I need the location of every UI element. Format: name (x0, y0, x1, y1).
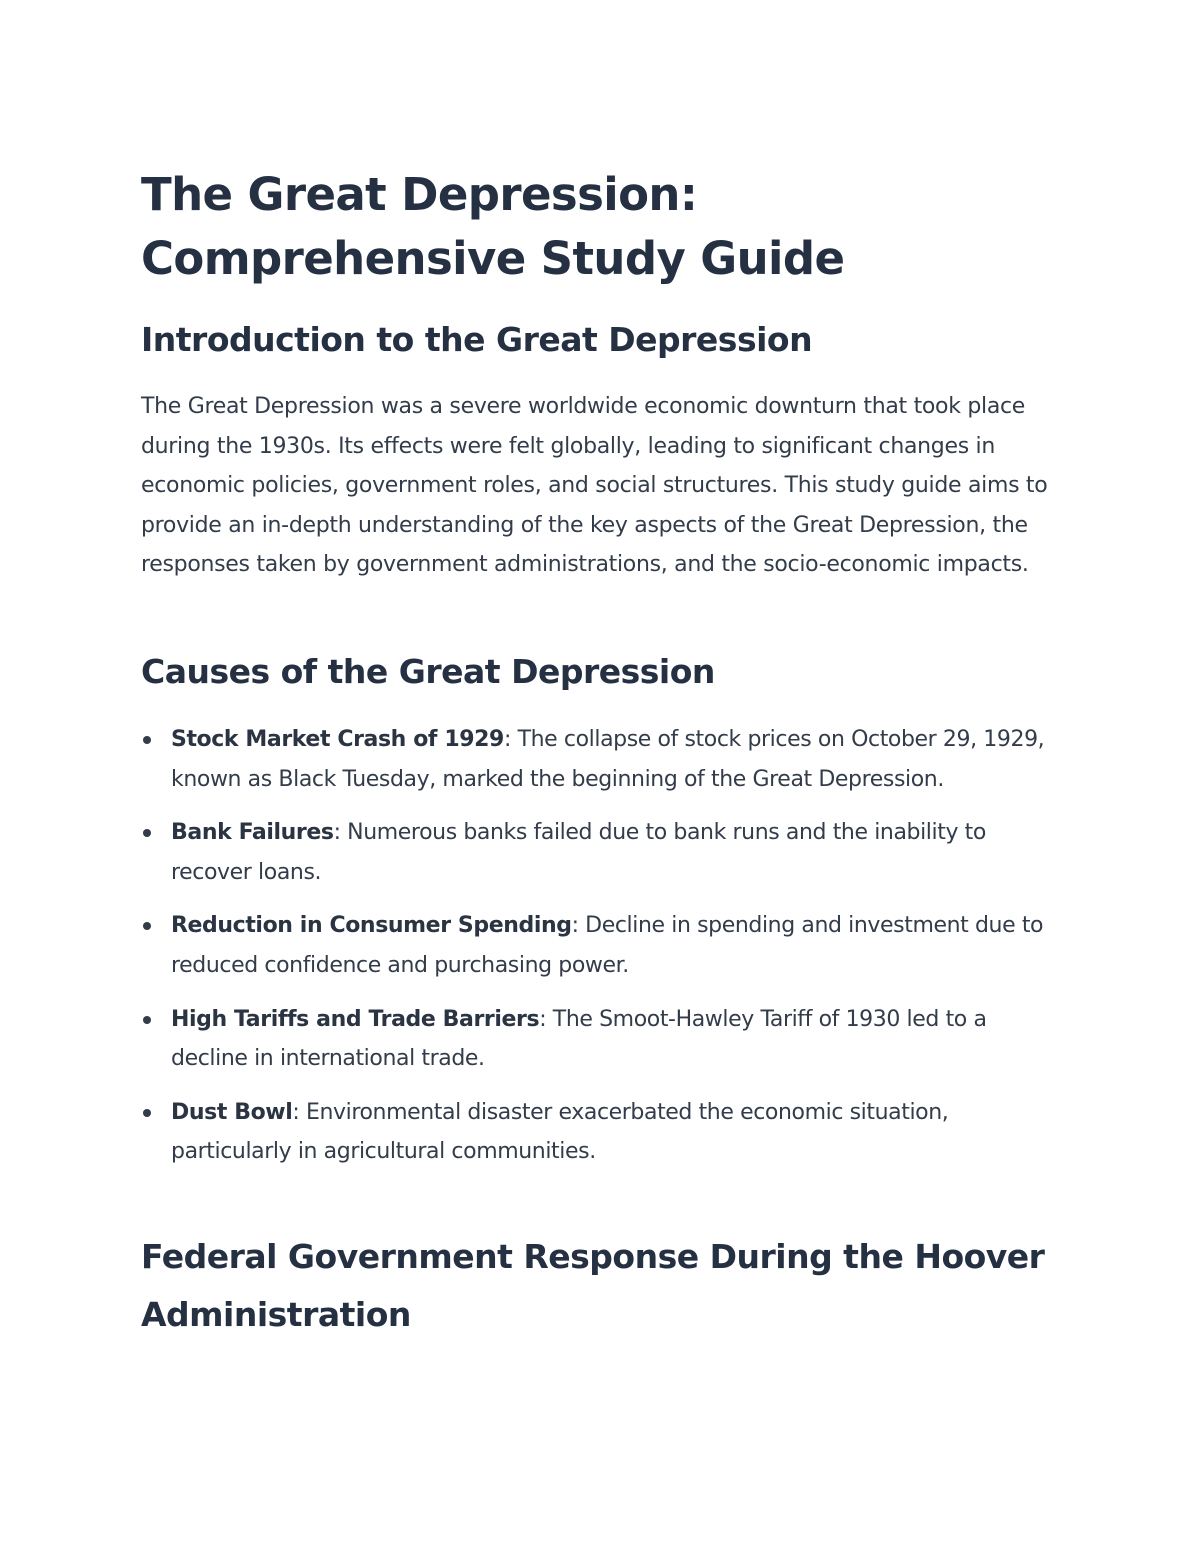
page-title: The Great Depression: Comprehensive Study Guide (141, 168, 845, 285)
list-item (141, 1000, 1061, 1079)
list-item-text: : Environmental disaster exacerbated the economic situation, particularly in agricultural communities. (171, 1099, 949, 1165)
list-item-text: : The collapse of stock prices on October 29, 1929, known as Black Tuesday, marked the beginning of the Great Depression. (171, 727, 1045, 792)
list-item-term: Stock Market Crash of 1929 (171, 727, 504, 752)
list-item-text: : Decline in spending and investment due to reduced confidence and purchasing power. (171, 913, 1044, 978)
list-item (141, 720, 1061, 799)
section-heading-introduction: Introduction to the Great Depression (141, 320, 813, 359)
list-item-term: Dust Bowl (171, 1099, 293, 1125)
list-item (141, 906, 1061, 985)
list-item-term: High Tariffs and Trade Barriers (171, 1006, 540, 1032)
bullet-icon (143, 736, 151, 744)
list-item-text: : Numerous banks failed due to bank runs and the inability to recover loans. (171, 820, 986, 885)
bullet-icon (143, 922, 151, 930)
list-item (141, 813, 1061, 892)
list-item-term: Reduction in Consumer Spending (171, 913, 572, 939)
list-item-text: : The Smoot-Hawley Tariff of 1930 led to a decline in international trade. (171, 1006, 987, 1072)
introduction-paragraph: The Great Depression was a severe worldwide economic downturn that took place during the 1930s. Its effects were felt globally, leading to significant changes in economic policies, government roles, and social structures. This study guide aims to provide an in-depth understanding of the key aspects of the Great Depression, the responses taken by government administrations, and the socio-economic impacts. (141, 394, 1048, 578)
bullet-icon (143, 1109, 151, 1117)
bullet-icon (143, 1016, 151, 1024)
list-item (141, 1093, 1061, 1172)
list-item-term: Bank Failures (171, 820, 334, 846)
causes-list (141, 720, 1061, 1186)
section-heading-causes: Causes of the Great Depression (141, 652, 715, 691)
bullet-icon (143, 829, 151, 837)
section-heading-hoover-response: Federal Government Response During the Hoover Administration (141, 1237, 1045, 1334)
